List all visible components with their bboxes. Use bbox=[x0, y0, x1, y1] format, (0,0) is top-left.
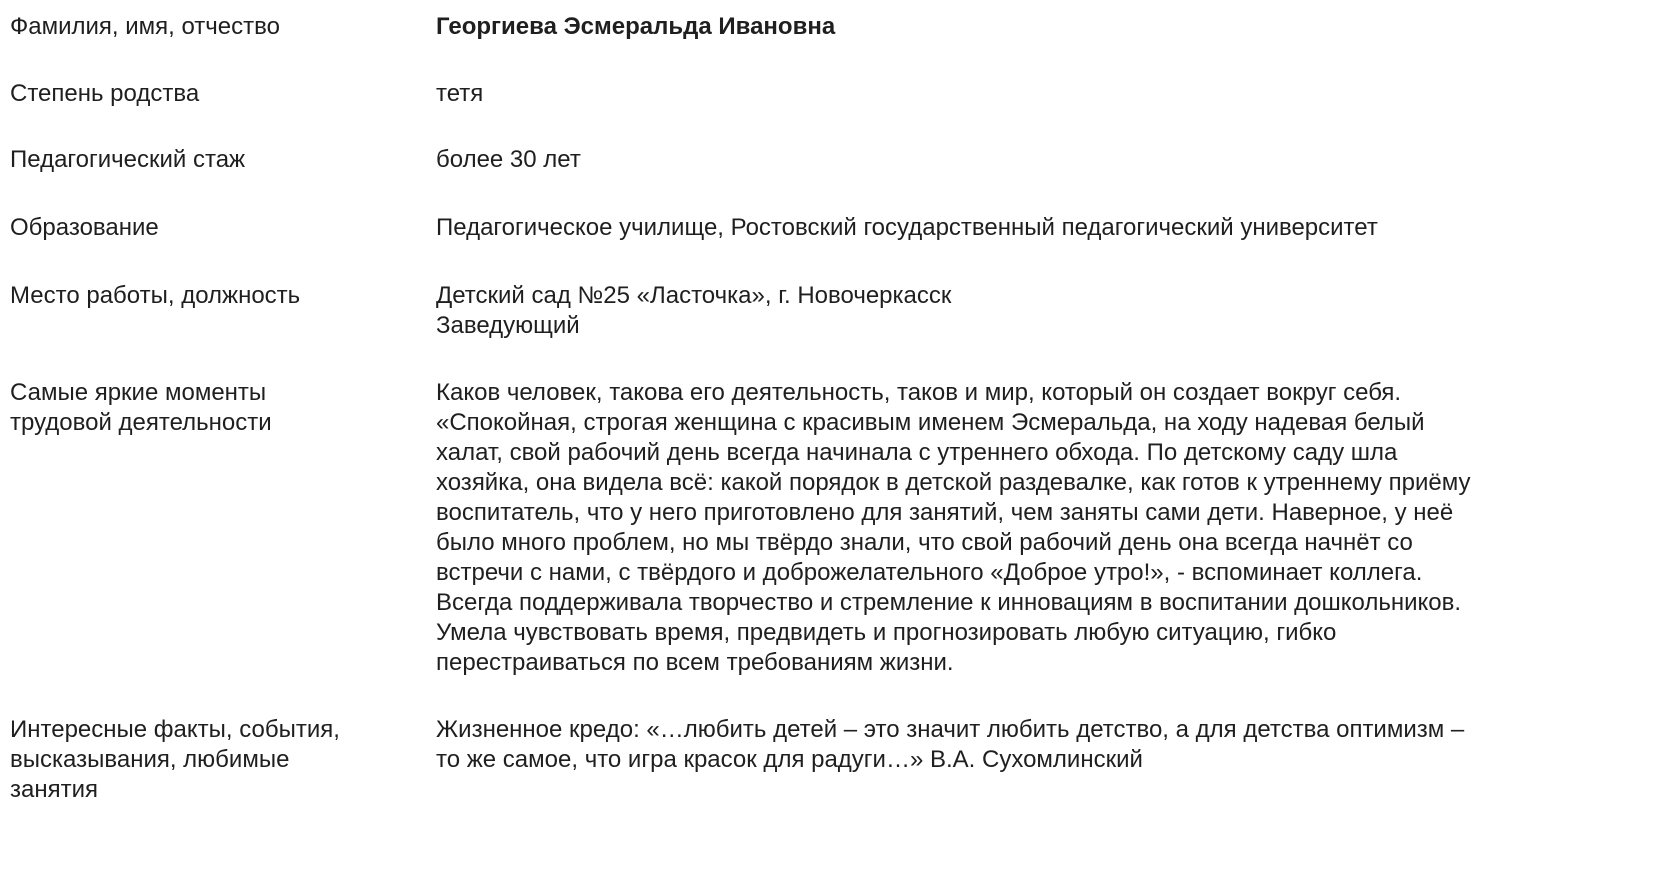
value-line: Заведующий bbox=[436, 312, 580, 339]
label-line: Интересные факты, события, bbox=[10, 716, 340, 743]
label-line: высказывания, любимые bbox=[10, 746, 290, 773]
label-career-highlights bbox=[10, 378, 410, 438]
value-interesting-facts bbox=[436, 715, 1656, 775]
value-line: встречи с нами, с твёрдого и доброжелательного «Доброе утро!», - вспоминает коллега. bbox=[436, 559, 1423, 586]
value-full-name bbox=[436, 12, 1656, 42]
label-line: Образование bbox=[10, 214, 159, 241]
label-line: занятия bbox=[10, 776, 98, 803]
label-line: Педагогический стаж bbox=[10, 146, 246, 173]
value-line: «Спокойная, строгая женщина с красивым именем Эсмеральда, на ходу надевая белый bbox=[436, 409, 1425, 436]
value-line: Каков человек, такова его деятельность, таков и мир, который он создает вокруг себя. bbox=[436, 379, 1402, 406]
value-line: перестраиваться по всем требованиям жизни. bbox=[436, 649, 954, 676]
value-workplace bbox=[436, 281, 1656, 341]
label-workplace bbox=[10, 281, 410, 311]
value-line: Всегда поддерживала творчество и стремление к инновациям в воспитании дошкольников. bbox=[436, 589, 1462, 616]
value-teaching-experience bbox=[436, 145, 1656, 175]
label-line: трудовой деятельности bbox=[10, 409, 272, 436]
value-relationship bbox=[436, 79, 1656, 109]
value-line: более 30 лет bbox=[436, 146, 581, 173]
value-line: Георгиева Эсмеральда Ивановна bbox=[436, 13, 836, 40]
value-line: Жизненное кредо: «…любить детей – это значит любить детство, а для детства оптимизм – bbox=[436, 716, 1465, 743]
value-career-highlights bbox=[436, 378, 1656, 678]
label-education bbox=[10, 213, 410, 243]
value-line: было много проблем, но мы твёрдо знали, что свой рабочий день она всегда начнёт со bbox=[436, 529, 1413, 556]
value-line: Умела чувствовать время, предвидеть и прогнозировать любую ситуацию, гибко bbox=[436, 619, 1337, 646]
label-line: Фамилия, имя, отчество bbox=[10, 13, 280, 40]
label-full-name bbox=[10, 12, 410, 42]
label-relationship bbox=[10, 79, 410, 109]
value-line: тетя bbox=[436, 80, 484, 107]
label-teaching-experience bbox=[10, 145, 410, 175]
label-line: Самые яркие моменты bbox=[10, 379, 267, 406]
value-education bbox=[436, 213, 1656, 243]
label-line: Место работы, должность bbox=[10, 282, 301, 309]
value-line: Детский сад №25 «Ласточка», г. Новочеркасск bbox=[436, 282, 952, 309]
value-line: халат, свой рабочий день всегда начинала с утреннего обхода. По детскому саду шла bbox=[436, 439, 1398, 466]
value-line: воспитатель, что у него приготовлено для занятий, чем заняты сами дети. Наверное, у неё bbox=[436, 499, 1454, 526]
value-line: то же самое, что игра красок для радуги…» В.А. Сухомлинский bbox=[436, 746, 1143, 773]
label-interesting-facts bbox=[10, 715, 410, 805]
value-line: хозяйка, она видела всё: какой порядок в детской раздевалке, как готов к утреннему приёму bbox=[436, 469, 1471, 496]
label-line: Степень родства bbox=[10, 80, 200, 107]
value-line: Педагогическое училище, Ростовский государственный педагогический университет bbox=[436, 214, 1378, 241]
